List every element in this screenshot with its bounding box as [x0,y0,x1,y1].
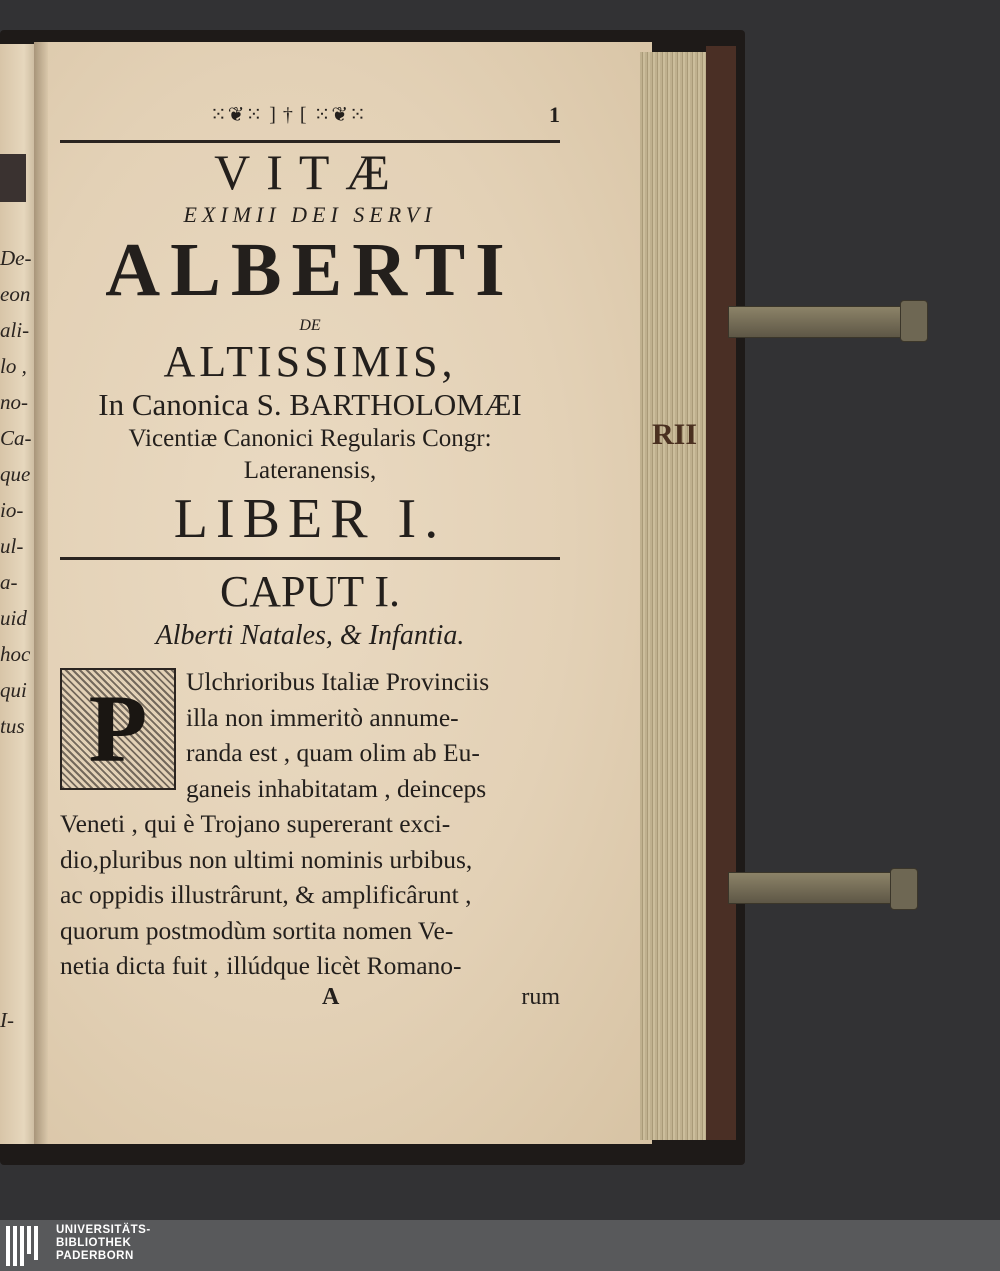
library-name-line3: PADERBORN [56,1250,134,1262]
clasp-bottom [728,872,898,904]
left-fragment: io- [0,498,24,522]
title-lateranensis: Lateranensis, [243,457,377,484]
left-fragment: no- [0,390,28,414]
library-footer-bar [0,1220,1000,1271]
library-logo-icon [6,1226,48,1266]
clasp-bottom-end [890,868,918,910]
header-ornament: ⁙❦⁙ ] † [ ⁙❦⁙ [210,104,367,126]
left-fragment: ul- [0,534,24,558]
left-fragment: qui [0,678,27,702]
signature-mark: A [322,983,340,1010]
title-vitae: VITÆ [214,144,406,200]
body-line: ganeis inhabitatam , deinceps [186,773,487,803]
catchword: rum [521,983,560,1010]
left-fragment: eon [0,282,31,306]
book-cover-edge [706,46,736,1140]
body-line: ac oppidis illustrârunt, & amplificârunt , [60,880,472,909]
left-fragment: uid [0,606,27,630]
title-liber: LIBER I. [173,488,447,550]
page-number: 1 [549,102,560,127]
left-fragment: lo , [0,354,27,378]
page-footer-row [60,984,560,1014]
title-altissimis: ALTISSIMIS, [163,337,457,386]
body-line: quorum postmodùm sortita nomen Ve- [60,915,454,945]
clasp-top [728,306,910,338]
title-alberti: ALBERTI [105,228,515,312]
left-fragment: hoc [0,642,31,666]
page-content [60,96,560,1014]
chapter-heading: CAPUT I. [219,567,401,616]
page-edges [640,52,712,1140]
chapter-subtitle: Alberti Natales, & Infantia. [155,620,465,651]
clasp-top-end [900,300,928,342]
spine-mark: RII [652,418,698,451]
title-canonica: In Canonica S. BARTHOLOMÆI [98,387,522,422]
body-line: netia dicta fuit , illúdque licèt Romano- [60,951,462,980]
body-line: Veneti , qui è Trojano supererant exci- [60,809,451,838]
page-gutter [34,42,48,1144]
left-fragment: ali- [0,318,30,342]
title-vicentiae: Vicentiæ Canonici Regularis Congr: [128,425,492,452]
left-fragment: De- [0,246,32,270]
title-de: DE [299,317,321,334]
library-name-line1: UNIVERSITÄTS- [56,1224,151,1236]
body-line: Ulchrioribus Italiæ Provinciis [186,667,490,696]
library-name [56,1224,151,1263]
body-line: illa non immeritò annume- [186,702,459,732]
left-fragment: I- [0,1008,14,1032]
decorated-initial [60,668,176,790]
running-header [60,96,560,140]
left-page-initial-fragment [0,154,26,202]
left-fragment: tus [0,714,25,738]
body-text [60,664,560,984]
body-line: dio,pluribus non ultimi nominis urbibus, [60,844,473,874]
body-line: randa est , quam olim ab Eu- [186,738,480,767]
left-fragment: Ca- [0,426,32,450]
library-name-line2: BIBLIOTHEK [56,1237,132,1249]
section-rule [60,557,560,560]
left-fragment: a- [0,570,18,594]
decorated-initial-letter: P [62,670,174,788]
left-fragment: que [0,462,31,486]
title-eximii: EXIMII DEI SERVI [183,202,437,227]
